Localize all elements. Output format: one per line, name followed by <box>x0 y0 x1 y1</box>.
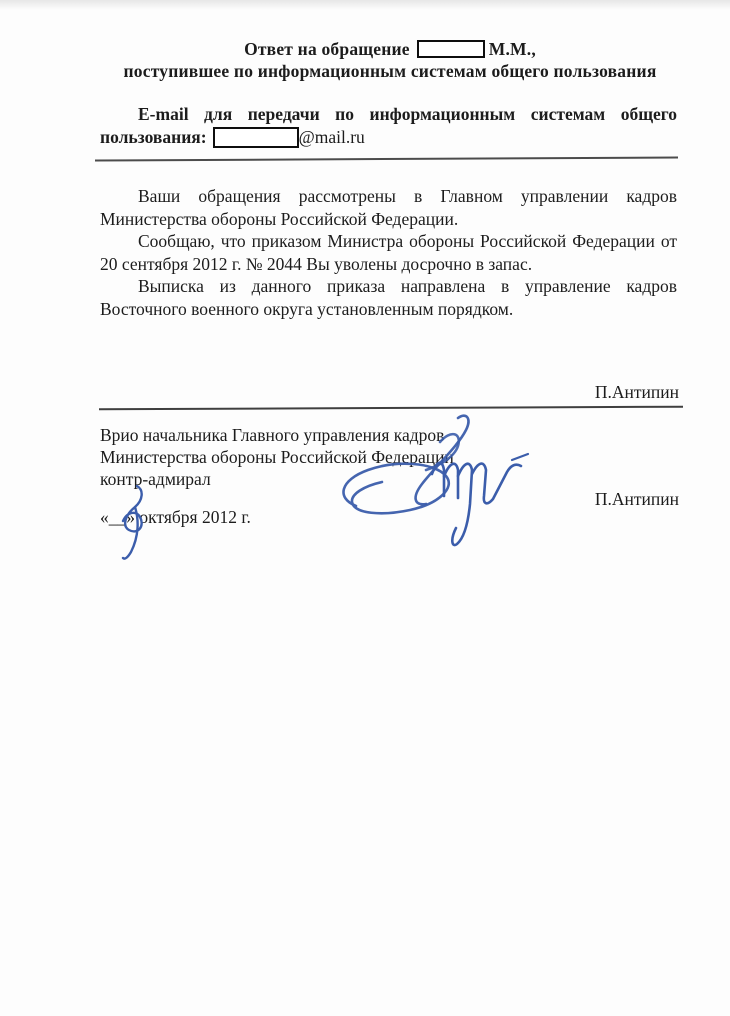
date-line: «__» октября 2012 г. <box>100 507 251 527</box>
signoff-line2: Министерства обороны Российской Федерации <box>100 447 454 467</box>
letter-title <box>100 38 680 82</box>
email-domain: @mail.ru <box>298 127 365 147</box>
title-line2: поступившее по информационным системам общего пользования <box>123 61 657 81</box>
body-paragraph-3: Выписка из данного приказа направлена в управление кадров Восточного военного округа установленным порядком. <box>100 276 677 319</box>
approver-name-top: П.Антипин <box>594 382 679 402</box>
scan-artifact-top-edge <box>0 0 730 10</box>
handwritten-day-eight <box>110 482 158 564</box>
signoff-line3: контр-адмирал <box>100 469 211 489</box>
title-line1-suffix: М.М., <box>488 39 536 59</box>
letter-body <box>100 185 677 320</box>
email-paragraph-bold: E-mail для передачи по информационным системам общего пользования: <box>100 104 677 147</box>
redaction-box-surname <box>417 40 485 58</box>
body-paragraph-2: Сообщаю, что приказом Министра обороны Российской Федерации от 20 сентября 2012 г. № 2044 Вы уволены досрочно в запас. <box>100 231 677 274</box>
redaction-box-email-local <box>213 127 299 148</box>
title-line1-prefix: Ответ на обращение <box>244 39 410 59</box>
email-paragraph <box>100 103 677 149</box>
horizontal-rule-header <box>95 156 678 161</box>
signoff-line1: Врио начальника Главного управления кадров <box>100 425 445 445</box>
handwritten-signature <box>330 408 540 558</box>
approver-name-bottom: П.Антипин <box>594 489 679 509</box>
body-paragraph-1: Ваши обращения рассмотрены в Главном управлении кадров Министерства обороны Российской Федерации. <box>100 186 677 229</box>
